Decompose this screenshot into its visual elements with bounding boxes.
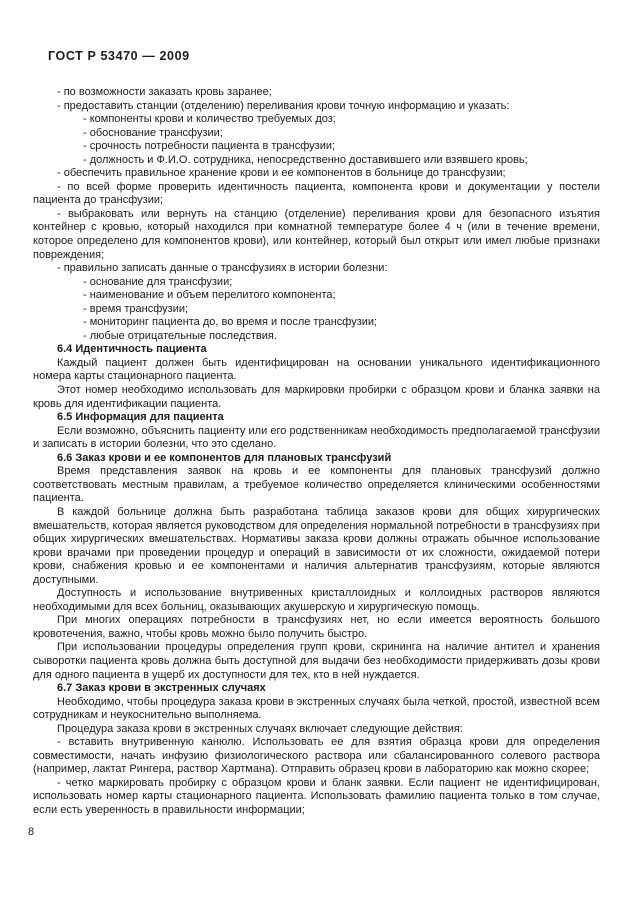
sub-list-item: - должность и Ф.И.О. сотрудника, непосредственно доставившего или взявшего кровь; <box>83 153 528 166</box>
sub-list-item: - срочность потребности пациента в трансфузии; <box>83 140 336 153</box>
standard-number-header: ГОСТ Р 53470 — 2009 <box>48 49 190 63</box>
list-item: - по возможности заказать кровь заранее; <box>57 86 272 98</box>
paragraph: Процедура заказа крови в экстренных случаях включает следующие действия: <box>57 722 463 735</box>
sub-list-item: - мониторинг пациента до, во время и после трансфузии; <box>83 316 378 329</box>
section-heading: 6.4 Идентичность пациента <box>57 343 207 356</box>
paragraph: Время представления заявок на кровь и ее компоненты для плановых трансфузий должно соответствовать местным правилам, а требуемое количество определяется клиническими особенностями пациента. <box>33 465 600 505</box>
list-item: - обеспечить правильное хранение крови и ее компонентов в больнице до трансфузии; <box>57 167 506 180</box>
page-number: 8 <box>28 826 35 838</box>
section-heading: 6.5 Информация для пациента <box>57 411 224 424</box>
document-body <box>33 86 600 818</box>
paragraph: При многих операциях потребности в трансфузиях нет, но если имеется вероятность большого кровотечения, важно, чтобы кровь можно было получить быстро. <box>33 614 600 640</box>
paragraph: Если возможно, объяснить пациенту или его родственникам необходимость предполагаемой трансфузии и записать в истории болезни, что это сделано. <box>33 424 600 451</box>
paragraph: Доступность и использование внутривенных кристаллоидных и коллоидных растворов являются необходимыми для всех больниц, оказывающих акушерскую и хирургическую помощь. <box>33 587 600 613</box>
paragraph: В каждой больнице должна быть разработана таблица заказов крови для общих хирургических вмешательств, которая является руководством для определения нормальной потребности в трансфузиях при общих хирургических вмешательствах. Нормативы заказа крови должны отражать обычное использование крови врачами при проведении процедур и операций в зависимости от их сложности, ожидаемой потери крови, снабжения кровью и ее компонентами и наличия альтернатив трансфузиям, которые являются доступными. <box>33 505 600 586</box>
sub-list-item: - любые отрицательные последствия. <box>83 329 277 342</box>
list-item: - вставить внутривенную канюлю. Использовать ее для взятия образца крови для определения совместимости, начать инфузию физиологического раствора или сбалансированного солевого раствора (например, лактат Рингера, раствор Хартмана). Отправить образец крови в лабораторию как можно скорее; <box>33 736 600 776</box>
sub-list-item: - основание для трансфузии; <box>83 275 233 288</box>
list-item: - выбраковать или вернуть на станцию (отделение) переливания крови для безопасного изъятия контейнер с кровью, который находился при комнатной температуре более 4 ч (или в течение времени, которое определено для компонентов крови), или контейнер, который был открыт или имел любые признаки повреждения; <box>33 207 600 261</box>
paragraph: Этот номер необходимо использовать для маркировки пробирки с образцом крови и бланка заявки на кровь для идентификации пациента. <box>33 384 600 410</box>
paragraph: При использовании процедуры определения групп крови, скрининга на наличие антител и хранения сыворотки пациента кровь должна быть доступной для выдачи без необходимости придерживать дозы крови для одного пациента в ущерб их доступности для тех, кто в ней нуждается. <box>33 641 600 681</box>
list-item: - правильно записать данные о трансфузиях в истории болезни: <box>57 262 388 275</box>
sub-list-item: - время трансфузии; <box>83 302 189 315</box>
list-item: - предоставить станции (отделению) переливания крови точную информацию и указать: <box>57 99 510 112</box>
sub-list-item: - обоснование трансфузии; <box>83 126 223 139</box>
list-item: - по всей форме проверить идентичность пациента, компонента крови и документации у постели пациента до трансфузии; <box>33 180 600 207</box>
section-heading: 6.6 Заказ крови и ее компонентов для плановых трансфузий <box>57 451 392 464</box>
paragraph: Необходимо, чтобы процедура заказа крови в экстренных случаях была четкой, простой, известной всем сотрудникам и неукоснительно выполняема. <box>33 695 600 722</box>
paragraph: Каждый пациент должен быть идентифицирован на основании уникального идентификационного номера карты стационарного пациента. <box>33 356 600 383</box>
sub-list-item: - наименование и объем перелитого компонента; <box>83 289 336 302</box>
sub-list-item: - компоненты крови и количество требуемых доз; <box>83 113 336 126</box>
list-item: - четко маркировать пробирку с образцом крови и бланк заявки. Если пациент не идентифицирован, использовать номер карты стационарного пациента. Использовать фамилию пациента только в том случае, если есть уверенность в правильности информации; <box>33 776 600 816</box>
section-heading: 6.7 Заказ крови в экстренных случаях <box>57 682 266 695</box>
